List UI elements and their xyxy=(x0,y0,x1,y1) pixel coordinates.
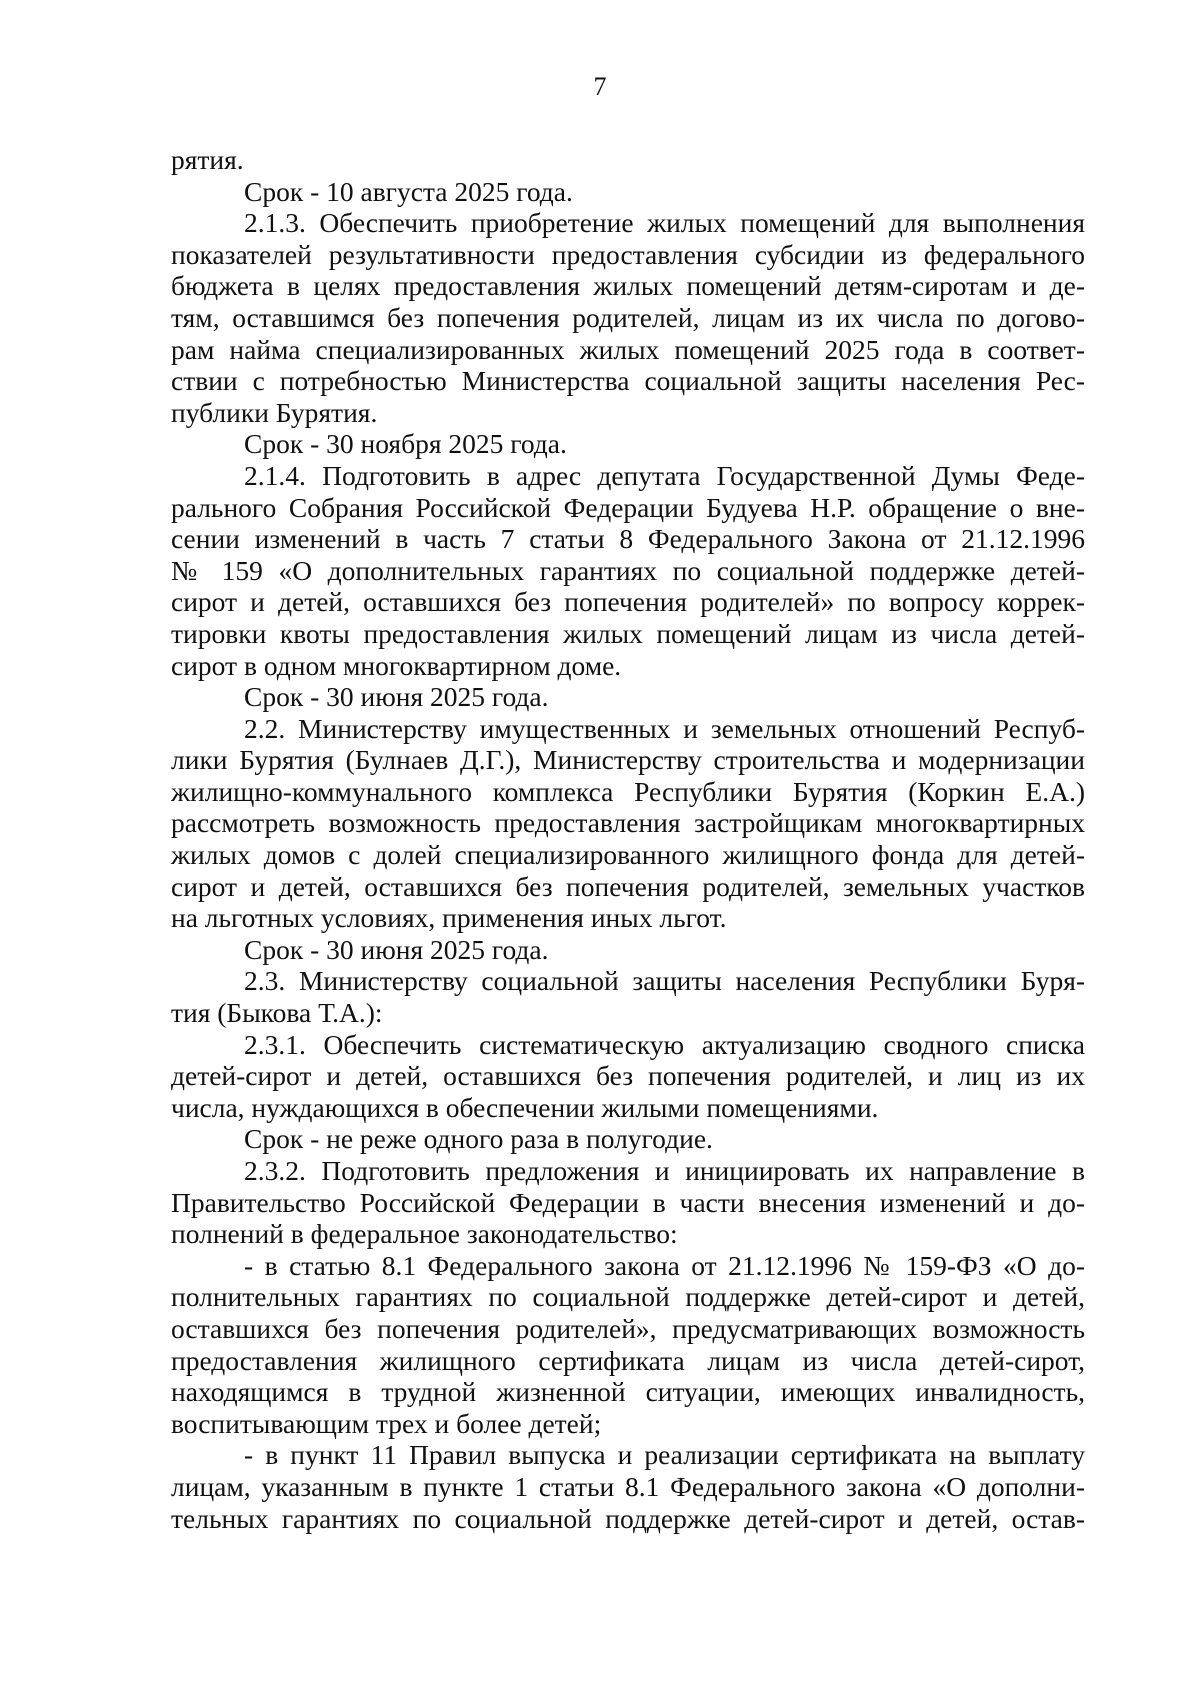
text-line: Срок - 30 июня 2025 года. xyxy=(244,681,549,713)
text-line: тельных гарантиях по социальной поддержке детей-сирот и детей, остав- xyxy=(171,1502,1085,1534)
text-line: тировки квоты предоставления жилых помещений лицам из числа детей- xyxy=(171,617,1085,649)
text-line: рассмотреть возможность предоставления застройщикам многоквартирных xyxy=(171,807,1085,839)
text-line: тия (Быкова Т.А.): xyxy=(171,997,383,1029)
text-line: - в пункт 11 Правил выпуска и реализации сертификата на выплату xyxy=(244,1439,1085,1471)
text-line: детей-сирот и детей, оставшихся без попечения родителей, и лиц из их xyxy=(171,1060,1085,1092)
text-line: - в статью 8.1 Федерального закона от 21.12.1996 № 159-ФЗ «О до- xyxy=(244,1249,1085,1281)
text-line: сении изменений в часть 7 статьи 8 Федерального Закона от 21.12.1996 xyxy=(171,523,1085,555)
text-line: жилых домов с долей специализированного жилищного фонда для детей- xyxy=(171,839,1085,871)
text-line: Срок - 30 ноября 2025 года. xyxy=(244,428,567,460)
text-line: лицам, указанным в пункте 1 статьи 8.1 Федерального закона «О дополни- xyxy=(171,1470,1085,1502)
text-line: предоставления жилищного сертификата лицам из числа детей-сирот, xyxy=(171,1344,1085,1376)
document-body xyxy=(171,144,1085,1534)
page-number: 7 xyxy=(593,72,607,101)
text-line: № 159 «О дополнительных гарантиях по социальной поддержке детей- xyxy=(171,554,1085,586)
text-line: находящимся в трудной жизненной ситуации, имеющих инвалидность, xyxy=(171,1376,1085,1408)
text-line: бюджета в целях предоставления жилых помещений детям-сиротам и де- xyxy=(171,270,1085,302)
text-line: жилищно-коммунального комплекса Республики Бурятия (Коркин Е.А.) xyxy=(171,775,1085,807)
text-line: 2.3.1. Обеспечить систематическую актуализацию сводного списка xyxy=(244,1028,1085,1060)
text-line: полнительных гарантиях по социальной поддержке детей-сирот и детей, xyxy=(171,1281,1085,1313)
text-line: лики Бурятия (Булнаев Д.Г.), Министерству строительства и модернизации xyxy=(171,744,1085,776)
text-line: сирот и детей, оставшихся без попечения родителей» по вопросу коррек- xyxy=(171,586,1085,618)
text-line: сирот и детей, оставшихся без попечения родителей, земельных участков xyxy=(171,870,1085,902)
text-line: публики Бурятия. xyxy=(171,396,378,428)
text-line: сирот в одном многоквартирном доме. xyxy=(171,649,622,681)
text-line: Правительство Российской Федерации в части внесения изменений и до- xyxy=(171,1186,1085,1218)
text-line: 2.1.3. Обеспечить приобретение жилых помещений для выполнения xyxy=(244,207,1085,239)
text-line: рятия. xyxy=(171,144,244,175)
text-line: оставшихся без попечения родителей», предусматривающих возможность xyxy=(171,1312,1085,1344)
text-line: рам найма специализированных жилых помещений 2025 года в соответ- xyxy=(171,333,1085,365)
text-line: ствии с потребностью Министерства социальной защиты населения Рес- xyxy=(171,365,1085,397)
text-line: тям, оставшимся без попечения родителей, лицам из их числа по догово- xyxy=(171,301,1085,333)
text-line: Срок - не реже одного раза в полугодие. xyxy=(244,1123,713,1155)
text-line: воспитывающим трех и более детей; xyxy=(171,1407,602,1439)
text-line: числа, нуждающихся в обеспечении жилыми помещениями. xyxy=(171,1091,879,1123)
text-line: рального Собрания Российской Федерации Будуева Н.Р. обращение о вне- xyxy=(171,491,1085,523)
text-line: полнений в федеральное законодательство: xyxy=(171,1218,678,1250)
text-line: на льготных условиях, применения иных льгот. xyxy=(171,902,727,934)
text-line: 2.1.4. Подготовить в адрес депутата Государственной Думы Феде- xyxy=(244,459,1085,491)
text-line: Срок - 30 июня 2025 года. xyxy=(244,933,549,965)
text-line: 2.2. Министерству имущественных и земельных отношений Респуб- xyxy=(244,712,1085,744)
text-line: Срок - 10 августа 2025 года. xyxy=(244,175,573,207)
text-line: показателей результативности предоставления субсидии из федерального xyxy=(171,238,1085,270)
text-line: 2.3. Министерству социальной защиты населения Республики Буря- xyxy=(244,965,1085,997)
text-line: 2.3.2. Подготовить предложения и инициировать их направление в xyxy=(244,1155,1085,1186)
